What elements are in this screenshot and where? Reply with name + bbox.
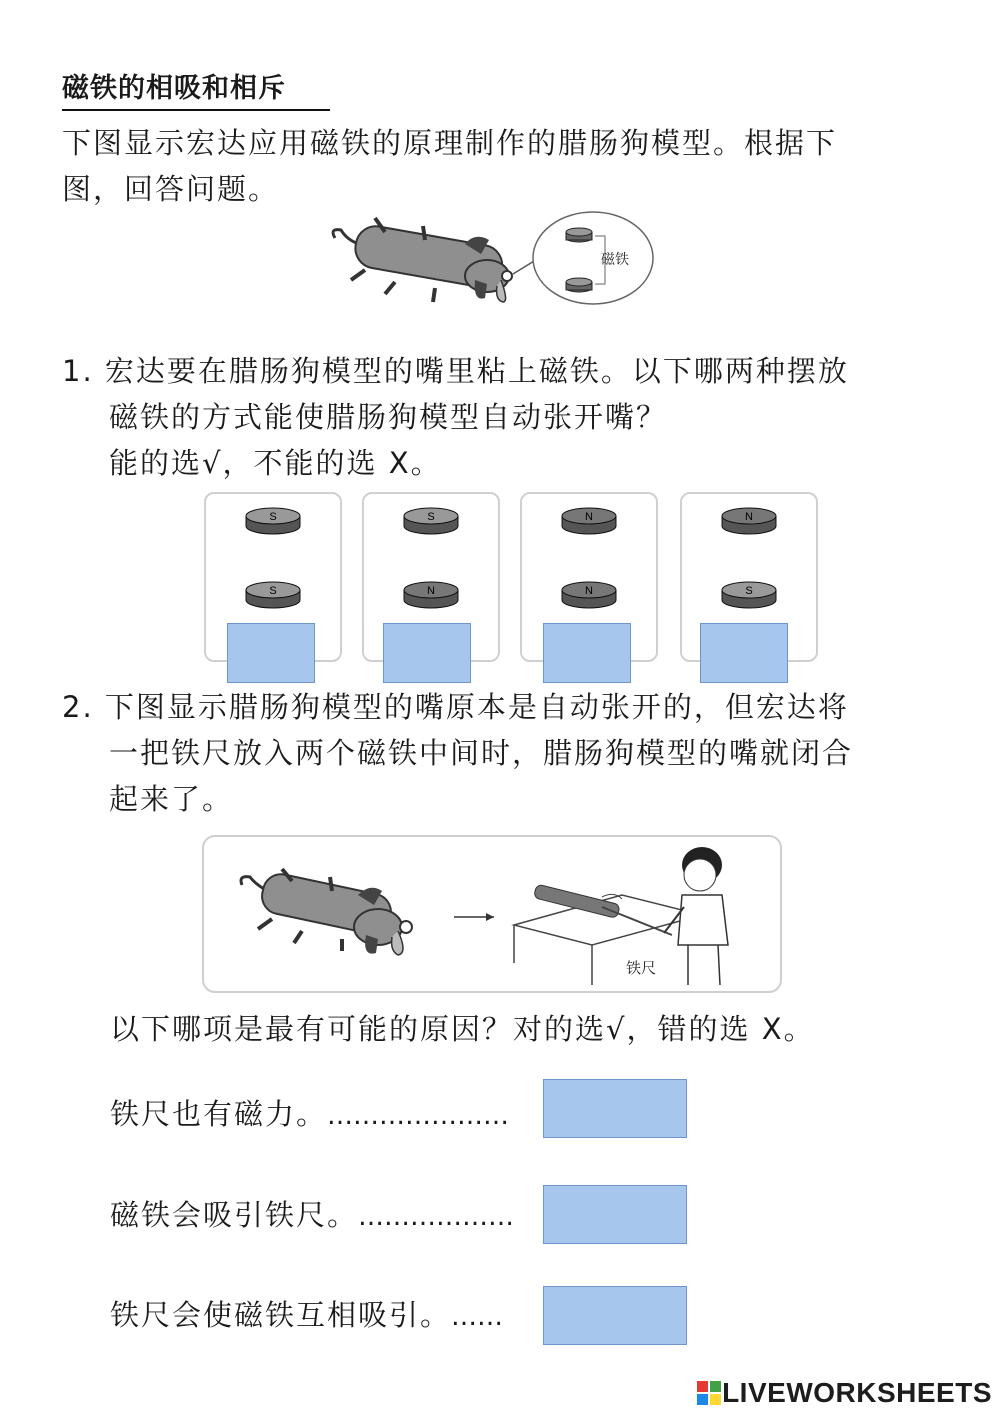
liveworksheets-logo-icon	[696, 1380, 722, 1406]
callout-bubble	[533, 212, 653, 304]
bottom-magnet	[244, 580, 302, 610]
bottom-magnet	[560, 580, 618, 610]
dachshund-figure	[325, 210, 665, 310]
top-magnet	[244, 506, 302, 536]
top-pole-label: S	[427, 511, 435, 523]
intro-paragraph	[62, 120, 837, 212]
answer-box-statement-1[interactable]	[543, 1079, 687, 1138]
top-pole-label: N	[745, 511, 753, 523]
bottom-magnet	[402, 580, 460, 610]
answer-box-q1-4[interactable]	[700, 623, 788, 683]
statement-3	[110, 1292, 542, 1340]
intro-line-1: 下图显示宏达应用磁铁的原理制作的腊肠狗模型。根据下	[62, 126, 838, 160]
top-magnet	[720, 506, 778, 536]
magnet-top	[566, 228, 592, 242]
statement-text: 铁尺也有磁力。	[110, 1097, 328, 1131]
top-magnet	[402, 506, 460, 536]
bottom-pole-label: N	[585, 585, 593, 597]
leader-dots: ………………	[358, 1202, 515, 1232]
q1-text	[62, 348, 849, 486]
magnet-bottom	[566, 278, 592, 292]
page-title: 磁铁的相吸和相斥	[62, 66, 330, 111]
q2-line-2: 一把铁尺放入两个磁铁中间时，腊肠狗模型的嘴就闭合	[109, 736, 854, 770]
magnet-label: 磁铁	[601, 252, 629, 268]
intro-line-2: 图，回答问题。	[62, 172, 280, 206]
bottom-pole-label: S	[269, 585, 277, 597]
dachshund-illustration	[333, 218, 512, 302]
answer-box-statement-3[interactable]	[543, 1286, 687, 1345]
leader-dots: …………………	[327, 1101, 510, 1131]
q2-question: 以下哪项是最有可能的原因？对的选√，错的选 X。	[110, 1012, 815, 1046]
top-pole-label: S	[269, 511, 277, 523]
leader-dots: ……	[451, 1302, 504, 1332]
bottom-pole-label: S	[745, 585, 753, 597]
statement-1	[110, 1091, 542, 1139]
liveworksheets-wordmark: LIVEWORKSHEETS	[722, 1377, 992, 1408]
q2-text	[62, 684, 853, 822]
q1-line-1: 1. 宏达要在腊肠狗模型的嘴里粘上磁铁。以下哪两种摆放	[62, 354, 849, 388]
statement-text: 铁尺会使磁铁互相吸引。	[110, 1298, 452, 1332]
q2-line-3: 起来了。	[109, 782, 234, 816]
ruler-label: 铁尺	[626, 959, 657, 977]
bottom-pole-label: N	[427, 585, 435, 597]
answer-box-q1-2[interactable]	[383, 623, 471, 683]
answer-box-q1-1[interactable]	[227, 623, 315, 683]
ruler-figure	[202, 835, 782, 993]
liveworksheets-logo	[696, 1377, 992, 1409]
top-pole-label: N	[585, 511, 593, 523]
answer-box-q1-3[interactable]	[543, 623, 631, 683]
q1-line-3: 能的选√，不能的选 X。	[109, 446, 442, 480]
statement-text: 磁铁会吸引铁尺。	[110, 1198, 359, 1232]
bottom-magnet	[720, 580, 778, 610]
answer-box-statement-2[interactable]	[543, 1185, 687, 1244]
statement-2	[110, 1192, 542, 1240]
q1-line-2: 磁铁的方式能使腊肠狗模型自动张开嘴？	[109, 400, 668, 434]
q2-line-1: 2. 下图显示腊肠狗模型的嘴原本是自动张开的，但宏达将	[62, 690, 849, 724]
top-magnet	[560, 506, 618, 536]
